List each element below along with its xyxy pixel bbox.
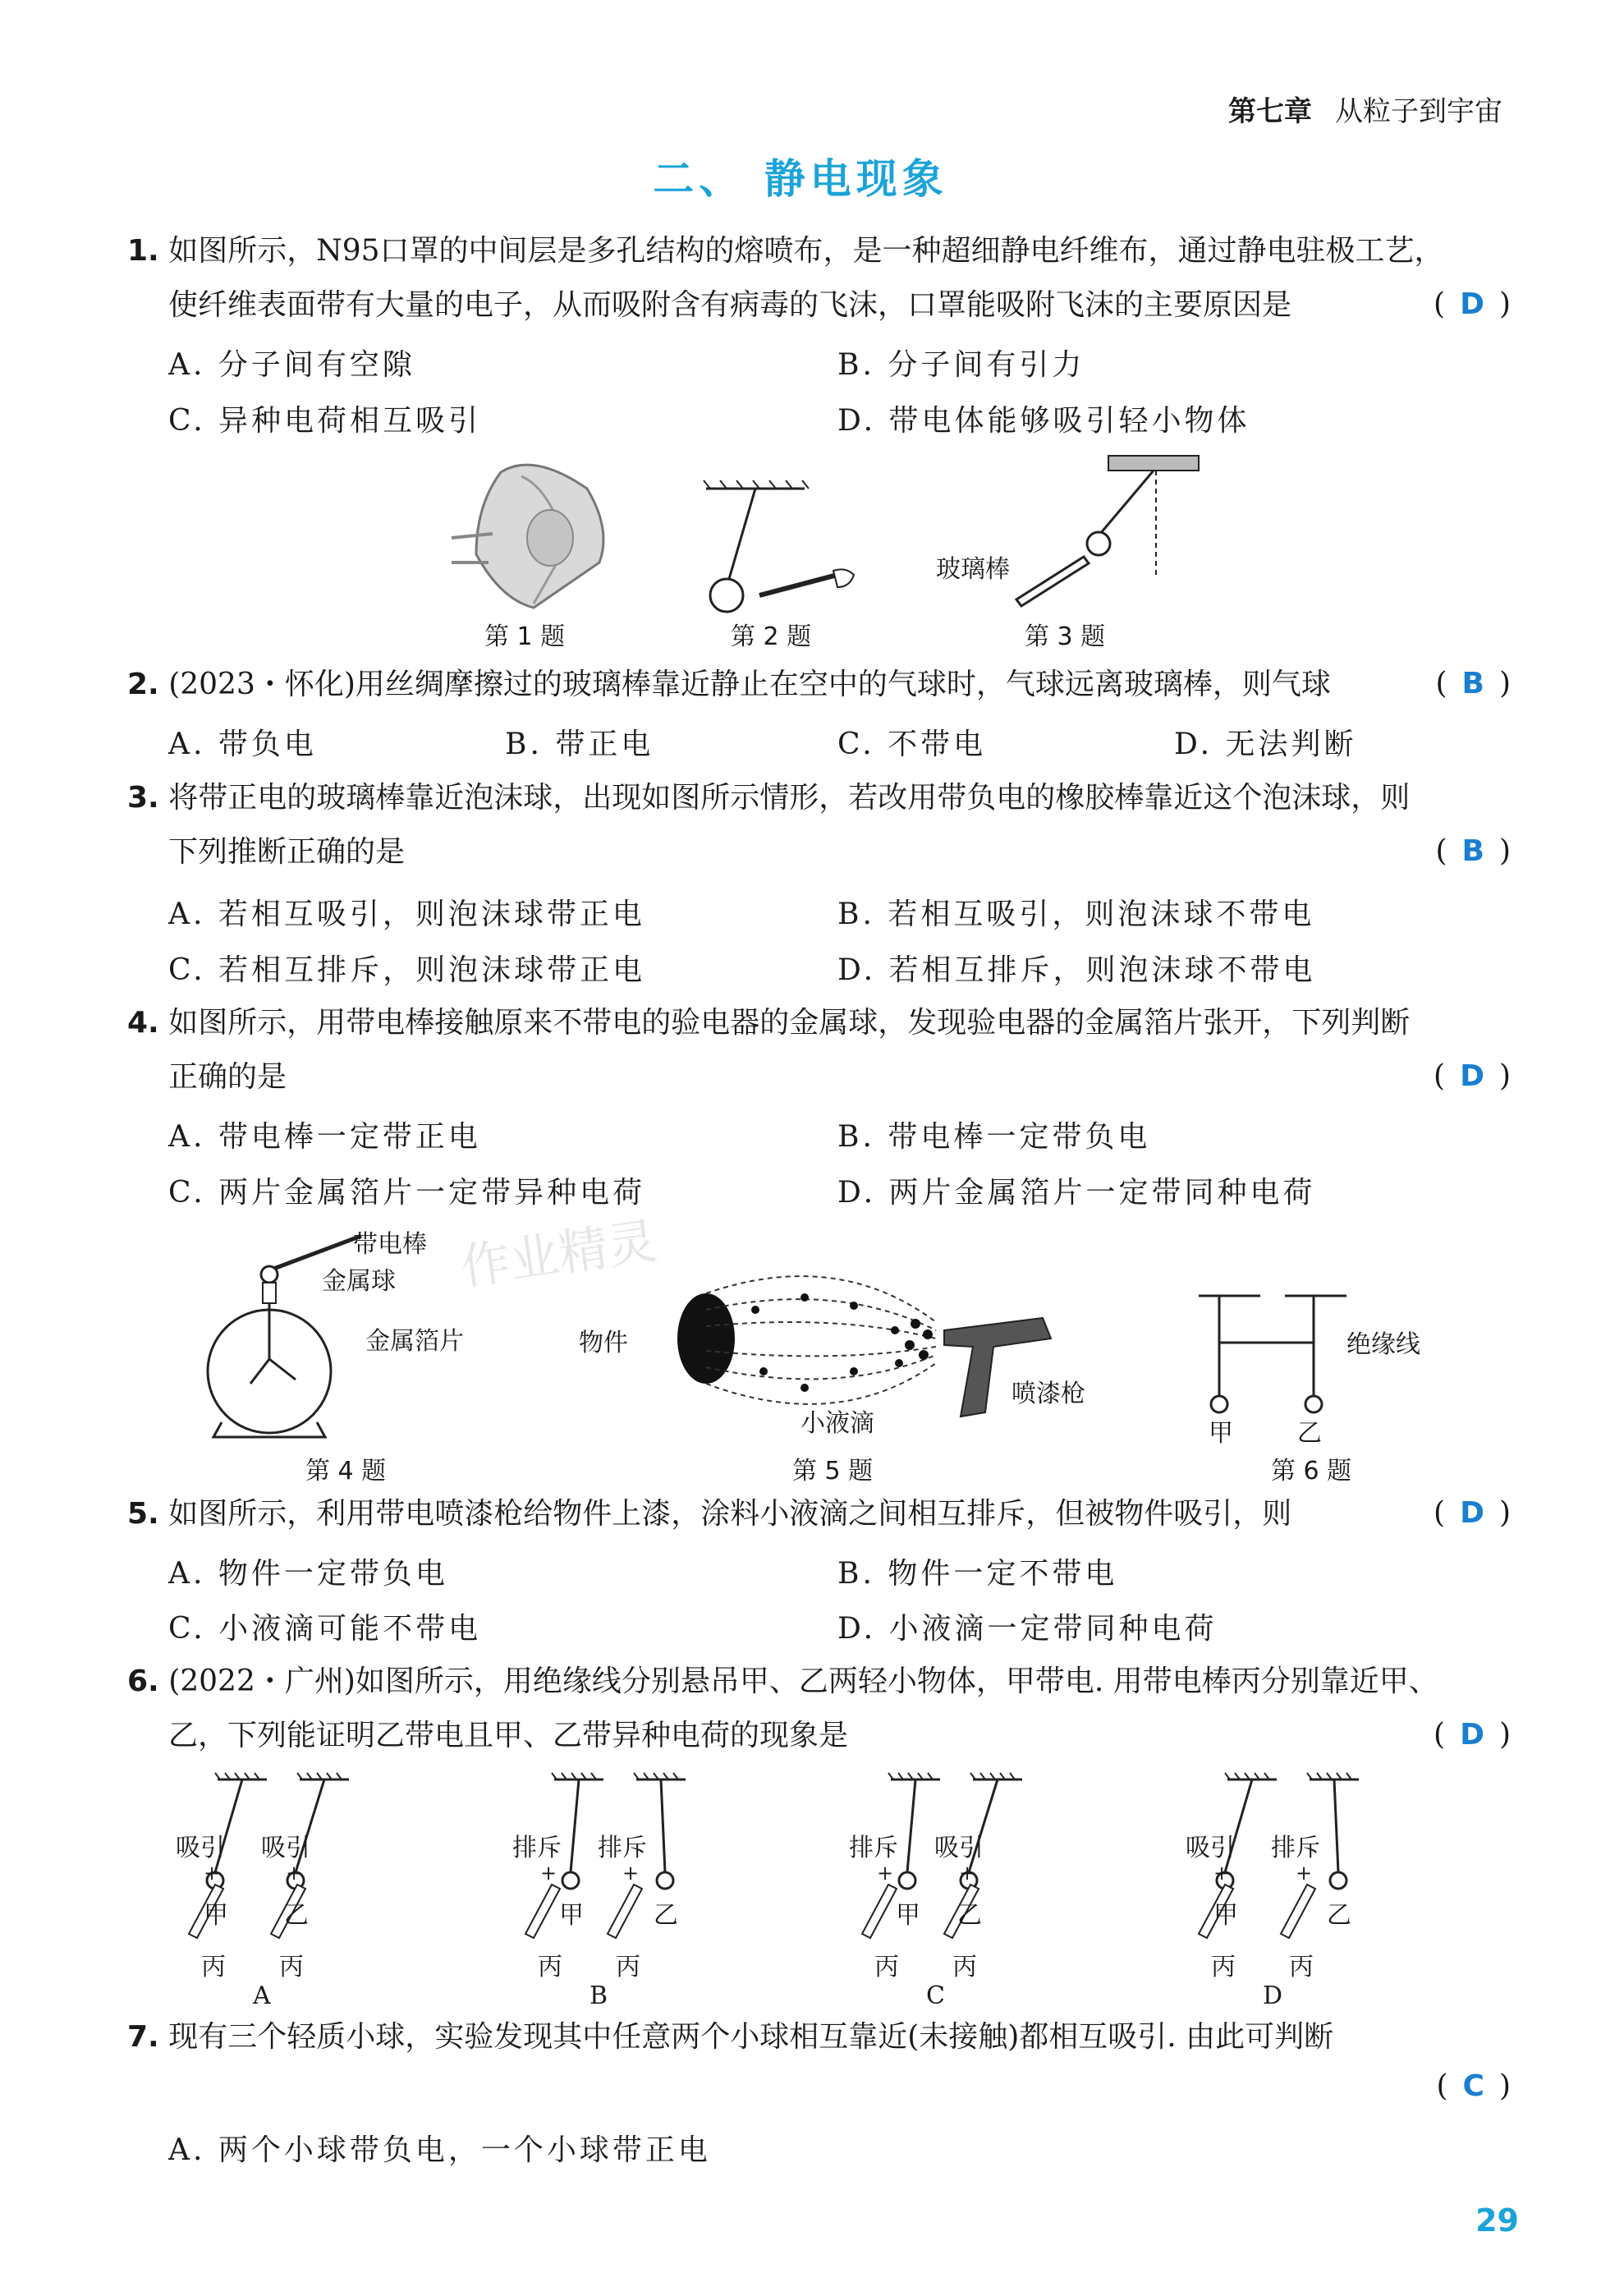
mask-figure: [443, 456, 632, 612]
figure-5-caption: 第 5 题: [792, 1457, 874, 1486]
question-1-option-d: D. 带电体能够吸引轻小物体: [837, 404, 1250, 438]
question-3-option-c: C. 若相互排斥，则泡沫球带正电: [168, 953, 646, 987]
question-3-option-b: B. 若相互吸引，则泡沫球不带电: [837, 898, 1315, 931]
question-6-panel-d: [1174, 1761, 1396, 2008]
question-3-text: 将带正电的玻璃棒靠近泡沫球，出现如图所示情形，若改用带负电的橡胶棒靠近这个泡沫球，则: [168, 781, 1411, 815]
watermark: 作业精灵: [456, 1212, 661, 1297]
question-4-answer: ( D ): [1434, 1059, 1511, 1093]
plus-sign-left: +: [1213, 1862, 1231, 1885]
page-number: 29: [1475, 2202, 1519, 2239]
question-5-number: 5.: [127, 1497, 159, 1531]
left-effect-label: 吸引: [176, 1834, 225, 1862]
jia-label: 甲: [559, 1901, 584, 1930]
question-3-option-a: A. 若相互吸引，则泡沫球带正电: [168, 898, 645, 931]
question-5-answer: ( D ): [1434, 1496, 1511, 1530]
question-6-answer: ( D ): [1434, 1718, 1511, 1752]
figure-4-caption: 第 4 题: [305, 1457, 387, 1486]
option-label: A: [253, 1981, 271, 2010]
question-4-option-d: D. 两片金属箔片一定带同种电荷: [837, 1176, 1316, 1210]
question-3-option-d: D. 若相互排斥，则泡沫球不带电: [837, 953, 1316, 987]
insulated-wire-label: 绝缘线: [1346, 1330, 1420, 1359]
bing-label-left: 丙: [538, 1953, 562, 1981]
yi-label: 乙: [654, 1901, 678, 1930]
bing-label-left: 丙: [201, 1953, 226, 1981]
question-6-panel-b: [501, 1761, 723, 2008]
droplets-label: 小液滴: [800, 1409, 874, 1438]
spray-gun-label: 喷漆枪: [1012, 1380, 1085, 1408]
metal-ball-label: 金属球: [322, 1267, 396, 1296]
plus-sign-left: +: [540, 1862, 557, 1885]
question-5-option-a: A. 物件一定带负电: [168, 1557, 448, 1591]
jia-label: 甲: [1209, 1419, 1233, 1448]
left-effect-label: 排斥: [512, 1834, 562, 1862]
option-label: D: [1263, 1981, 1283, 2010]
figure-3-caption: 第 3 题: [1025, 622, 1106, 651]
option-label: C: [926, 1981, 945, 2010]
question-1-option-c: C. 异种电荷相互吸引: [168, 404, 482, 438]
bing-label-left: 丙: [1211, 1953, 1236, 1981]
question-2-line1: [127, 664, 1331, 706]
question-1-line2: 使纤维表面带有大量的电子，从而吸附含有病毒的飞沫，口罩能吸附飞沫的主要原因是: [168, 288, 1292, 322]
question-3-line2: 下列推断正确的是: [168, 835, 406, 869]
figure-6-caption: 第 6 题: [1271, 1457, 1352, 1486]
bing-label-right: 丙: [616, 1953, 640, 1981]
left-effect-label: 排斥: [849, 1834, 898, 1862]
plus-sign-left: +: [204, 1862, 221, 1885]
right-effect-label: 吸引: [934, 1834, 984, 1862]
question-3-number: 3.: [127, 781, 159, 815]
question-2-option-b: B. 带正电: [505, 728, 654, 761]
jia-label: 甲: [896, 1901, 920, 1930]
question-4-number: 4.: [127, 1006, 159, 1040]
question-4-option-a: A. 带电棒一定带正电: [168, 1120, 481, 1154]
chapter-header: [1228, 89, 1502, 129]
question-1-text: 如图所示，N95口罩的中间层是多孔结构的熔喷布，是一种超细静电纤维布，通过静电驻极工艺，: [168, 234, 1444, 268]
question-2-option-a: A. 带负电: [168, 728, 317, 761]
question-4-option-b: B. 带电棒一定带负电: [837, 1120, 1151, 1154]
option-label: B: [589, 1981, 608, 2010]
question-1-option-a: A. 分子间有空隙: [168, 348, 415, 382]
right-effect-label: 排斥: [1271, 1834, 1320, 1862]
chapter-number: 第七章: [1228, 95, 1312, 128]
jia-label: 甲: [204, 1901, 228, 1930]
figure-2-caption: 第 2 题: [731, 622, 812, 651]
question-4-line2: 正确的是: [168, 1060, 287, 1094]
question-6-line2: 乙，下列能证明乙带电且甲、乙带异种电荷的现象是: [168, 1719, 849, 1752]
question-5-option-d: D. 小液滴一定带同种电荷: [837, 1612, 1218, 1646]
question-5-line1: [127, 1493, 1291, 1536]
question-6-line1: [127, 1660, 1438, 1703]
yi-label: 乙: [1327, 1901, 1351, 1930]
question-7-line1: [127, 2016, 1333, 2059]
chapter-title: 从粒子到宇宙: [1335, 95, 1502, 128]
object-label: 物件: [579, 1329, 628, 1357]
question-7-number: 7.: [127, 2020, 159, 2054]
question-4-text: 如图所示，用带电棒接触原来不带电的验电器的金属球，发现验电器的金属箔片张开，下列判断: [168, 1006, 1411, 1040]
question-1-number: 1.: [127, 234, 159, 268]
question-6-panel-a: [164, 1761, 386, 2008]
plus-sign-right: +: [1296, 1862, 1313, 1885]
left-effect-label: 吸引: [1186, 1834, 1235, 1862]
question-2-option-c: C. 不带电: [837, 728, 987, 761]
figure-1-caption: 第 1 题: [484, 622, 566, 651]
question-7-text: 现有三个轻质小球，实验发现其中任意两个小球相互靠近(未接触)都相互吸引. 由此可判断: [168, 2020, 1334, 2054]
question-6-number: 6.: [127, 1665, 159, 1698]
question-3-answer: ( B ): [1435, 834, 1511, 868]
question-6-text: (2022・广州)如图所示，用绝缘线分别悬吊甲、乙两轻小物体，甲带电. 用带电棒丙分别靠近甲、: [168, 1665, 1438, 1698]
bing-label-right: 丙: [952, 1953, 977, 1981]
question-6-panel-c: [837, 1761, 1059, 2008]
question-3-line1: [127, 777, 1410, 820]
jia-label: 甲: [1213, 1901, 1238, 1930]
metal-foil-label: 金属箔片: [365, 1327, 464, 1356]
question-1-line1: [127, 230, 1444, 273]
question-7-option-a: A. 两个小球带负电，一个小球带正电: [168, 2133, 711, 2167]
glass-rod-label: 玻璃棒: [936, 555, 1010, 584]
yi-label: 乙: [957, 1901, 982, 1930]
question-5-option-c: C. 小液滴可能不带电: [168, 1612, 482, 1646]
insulated-wire-figure: [1195, 1289, 1359, 1421]
question-4-option-c: C. 两片金属箔片一定带异种电荷: [168, 1176, 646, 1210]
yi-label: 乙: [284, 1901, 309, 1930]
plus-sign-right: +: [959, 1862, 976, 1885]
question-4-line1: [127, 1002, 1410, 1045]
question-7-answer: ( C ): [1436, 2069, 1511, 2103]
yi-label: 乙: [1297, 1419, 1322, 1448]
plus-sign-left: +: [877, 1862, 894, 1885]
glass-rod-figure: [944, 452, 1158, 616]
question-2-text: (2023・怀化)用丝绸摩擦过的玻璃棒靠近静止在空中的气球时，气球远离玻璃棒，则气球: [168, 668, 1331, 701]
section-title: 二、 静电现象: [653, 155, 948, 203]
question-2-number: 2.: [127, 668, 159, 701]
right-effect-label: 排斥: [598, 1834, 647, 1862]
right-effect-label: 吸引: [261, 1834, 310, 1862]
charged-rod-label: 带电棒: [353, 1230, 427, 1259]
question-2-option-d: D. 无法判断: [1174, 728, 1357, 761]
question-5-text: 如图所示，利用带电喷漆枪给物件上漆，涂料小液滴之间相互排斥，但被物件吸引，则: [168, 1497, 1292, 1531]
bing-label-left: 丙: [874, 1953, 899, 1981]
question-5-option-b: B. 物件一定不带电: [837, 1557, 1118, 1591]
question-1-answer: ( D ): [1434, 287, 1511, 321]
question-1-option-b: B. 分子间有引力: [837, 348, 1085, 382]
question-2-answer: ( B ): [1435, 667, 1511, 700]
bing-label-right: 丙: [1289, 1953, 1314, 1981]
plus-sign-right: +: [286, 1862, 303, 1885]
bing-label-right: 丙: [279, 1953, 304, 1981]
plus-sign-right: +: [622, 1862, 640, 1885]
